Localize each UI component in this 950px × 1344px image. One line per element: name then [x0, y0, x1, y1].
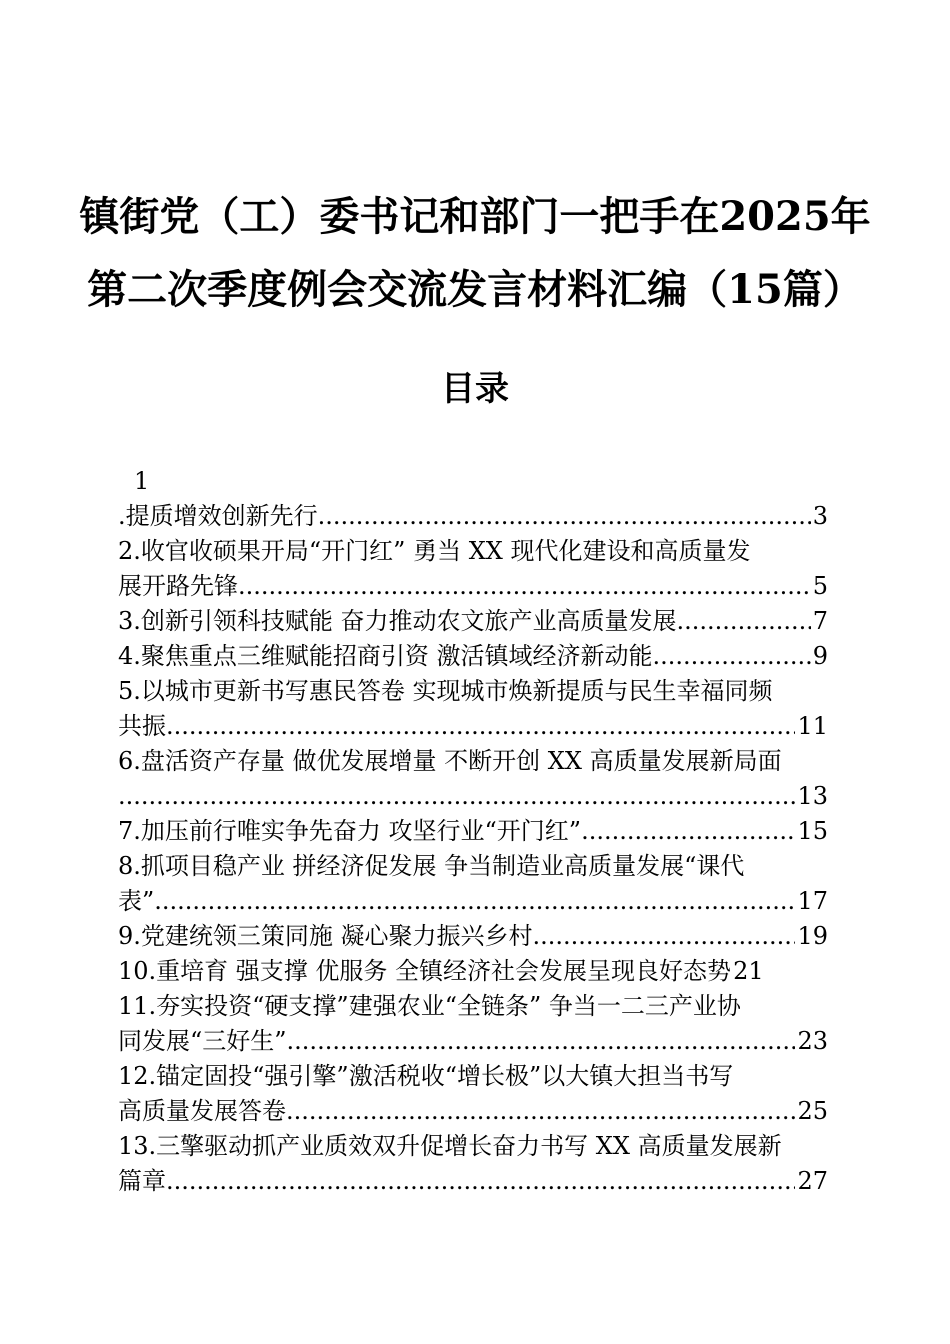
toc-entry-page: 7 [812, 607, 828, 635]
toc-entry-title: 4.聚焦重点三维赋能招商引资 激活镇域经济新动能 [118, 642, 653, 670]
toc-entry-page: 5 [812, 572, 828, 600]
toc-entry-title-line-1: 2.收官收硕果开局“开门红” 勇当 XX 现代化建设和高质量发 [118, 537, 751, 565]
document-title-line-2: 第二次季度例会交流发言材料汇编（15篇） [87, 266, 863, 313]
toc-entry-title: .提质增效创新先行 [118, 502, 318, 530]
toc-entry-title-line-1: 13.三擎驱动抓产业质效双升促增长奋力书写 XX 高质量发展新 [118, 1132, 782, 1160]
dot-leader [154, 884, 795, 919]
toc-entry-title-line-2: 同发展“三好生” [118, 1027, 287, 1055]
toc-entry-8[interactable] [118, 849, 828, 919]
toc-entry-page: 27 [797, 1167, 828, 1195]
dot-leader [653, 639, 811, 674]
toc-entry-7[interactable] [118, 814, 828, 849]
toc-entry-title-line-2: 共振 [118, 712, 166, 740]
toc-entry-4[interactable] [118, 639, 828, 674]
toc-entry-5[interactable] [118, 674, 828, 744]
toc-entry-title-line-1: 12.锚定固投“强引擎”激活税收“增长极”以大镇大担当书写 [118, 1062, 734, 1090]
toc-entry-9[interactable] [118, 919, 828, 954]
toc-entry-title-line-1: 6.盘活资产存量 做优发展增量 不断开创 XX 高质量发展新局面 [118, 747, 782, 775]
toc-entry-2[interactable] [118, 534, 828, 604]
toc-entry-page: 21 [733, 957, 764, 985]
toc-entry-title: 3.创新引领科技赋能 奋力推动农文旅产业高质量发展 [118, 607, 677, 635]
toc-entry-page: 15 [797, 817, 828, 845]
toc-entry-title-line-1: 5.以城市更新书写惠民答卷 实现城市焕新提质与民生幸福同频 [118, 677, 773, 705]
toc-entry-13[interactable] [118, 1129, 828, 1199]
toc-entry-page: 19 [797, 922, 828, 950]
toc-entry-title: 7.加压前行唯实争先奋力 攻坚行业“开门红” [118, 817, 582, 845]
dot-leader [286, 1094, 795, 1129]
toc-entry-6[interactable] [118, 744, 828, 814]
dot-leader [581, 814, 795, 849]
toc-entry-title-line-2: 表” [118, 887, 155, 915]
dot-leader [118, 779, 795, 814]
toc-entry-title-line-2: 展开路先锋 [118, 572, 238, 600]
dot-leader [318, 499, 811, 534]
toc-entry-page: 3 [812, 502, 828, 530]
toc-entry-3[interactable] [118, 604, 828, 639]
toc-entry-page: 13 [797, 782, 828, 810]
dot-leader [533, 919, 796, 954]
toc-entry-11[interactable] [118, 989, 828, 1059]
toc-entry-number: 1 [134, 467, 150, 495]
toc-entry-1[interactable] [118, 464, 828, 534]
toc-entry-page: 11 [797, 712, 828, 740]
toc-entry-12[interactable] [118, 1059, 828, 1129]
toc-entry-title-line-2: 篇章 [118, 1167, 166, 1195]
toc-entry-title: 9.党建统领三策同施 凝心聚力振兴乡村 [118, 922, 533, 950]
toc-entry-title-line-1: 11.夯实投资“硬支撑”建强农业“全链条” 争当一二三产业协 [118, 992, 741, 1020]
toc-entry-page: 25 [797, 1097, 828, 1125]
toc-entry-title-line-2: 高质量发展答卷 [118, 1097, 286, 1125]
toc-heading: 目录 [441, 369, 509, 409]
toc-entry-page: 9 [812, 642, 828, 670]
dot-leader [238, 569, 811, 604]
dot-leader [677, 604, 811, 639]
document-title-line-1: 镇街党（工）委书记和部门一把手在2025年 [79, 193, 871, 240]
table-of-contents [118, 464, 828, 1199]
toc-entry-title: 10.重培育 强支撑 优服务 全镇经济社会发展呈现良好态势 [118, 957, 732, 985]
dot-leader [166, 709, 795, 744]
toc-entry-title-line-1: 8.抓项目稳产业 拼经济促发展 争当制造业高质量发展“课代 [118, 852, 745, 880]
toc-entry-page: 17 [797, 887, 828, 915]
toc-entry-page: 23 [797, 1027, 828, 1055]
toc-entry-10[interactable] [118, 954, 828, 989]
dot-leader [287, 1024, 796, 1059]
dot-leader [166, 1164, 795, 1199]
